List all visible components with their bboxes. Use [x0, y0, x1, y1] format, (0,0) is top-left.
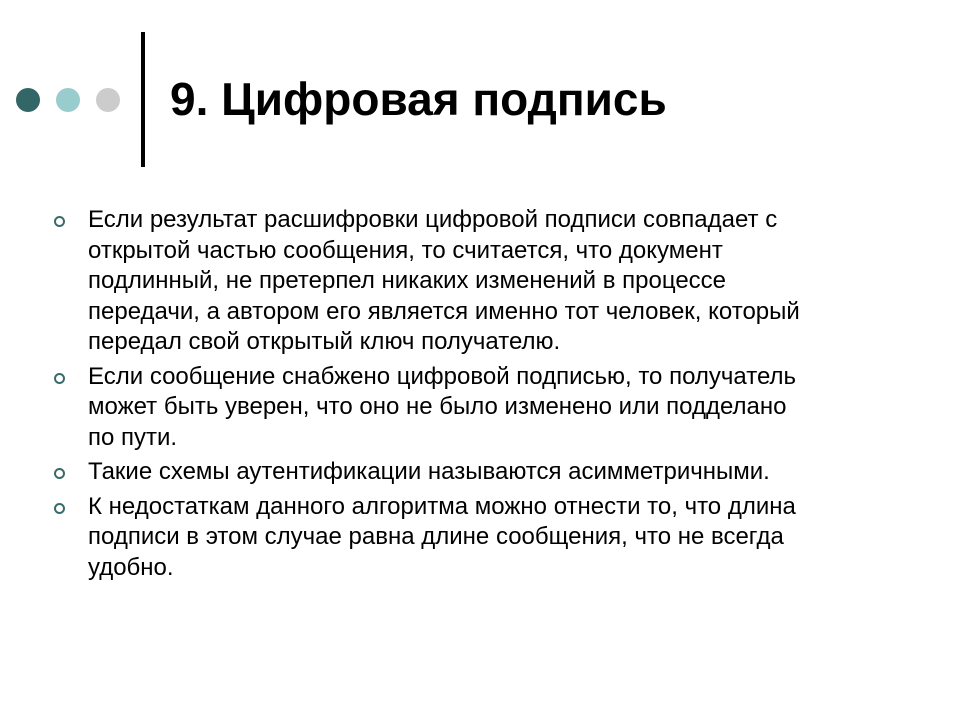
- bullet-text-line: К недостаткам данного алгоритма можно отнести то, что длина: [88, 492, 796, 520]
- bullet-text-line: Если сообщение снабжено цифровой подписью, то получатель: [88, 362, 796, 390]
- bullet-item: [52, 492, 932, 584]
- bullet-text-line: передал свой открытый ключ получателю.: [88, 328, 561, 355]
- bullet-text-line: подлинный, не претерпел никаких изменений в процессе: [88, 267, 727, 294]
- bullet-circle-icon: [54, 216, 65, 227]
- bullet-circle-icon: [54, 373, 65, 384]
- bullet-list: [52, 205, 932, 587]
- bullet-text-line: подписи в этом случае равна длине сообщения, что не всегда: [88, 523, 784, 550]
- bullet-text-line: открытой частью сообщения, то считается, что документ: [88, 236, 723, 264]
- bullet-text-line: Такие схемы аутентификации называются асимметричными.: [88, 458, 770, 485]
- decorative-dot-light: [56, 88, 80, 112]
- bullet-circle-icon: [54, 468, 65, 479]
- bullet-text-line: передачи, а автором его является именно тот человек, который: [88, 297, 800, 325]
- bullet-item: [52, 457, 932, 488]
- bullet-item: [52, 362, 932, 454]
- bullet-circle-icon: [54, 503, 65, 514]
- bullet-item: [52, 205, 932, 358]
- slide-title: 9. Цифровая подпись: [170, 73, 667, 125]
- bullet-text-line: по пути.: [88, 423, 178, 451]
- bullet-text-line: может быть уверен, что оно не было изменено или подделано: [88, 393, 787, 420]
- bullet-text-line: Если результат расшифровки цифровой подписи совпадает с: [88, 206, 778, 233]
- decorative-dot-gray: [96, 88, 120, 112]
- title-divider: [141, 32, 145, 167]
- decorative-dot-dark: [16, 88, 40, 112]
- bullet-text-line: удобно.: [88, 553, 174, 581]
